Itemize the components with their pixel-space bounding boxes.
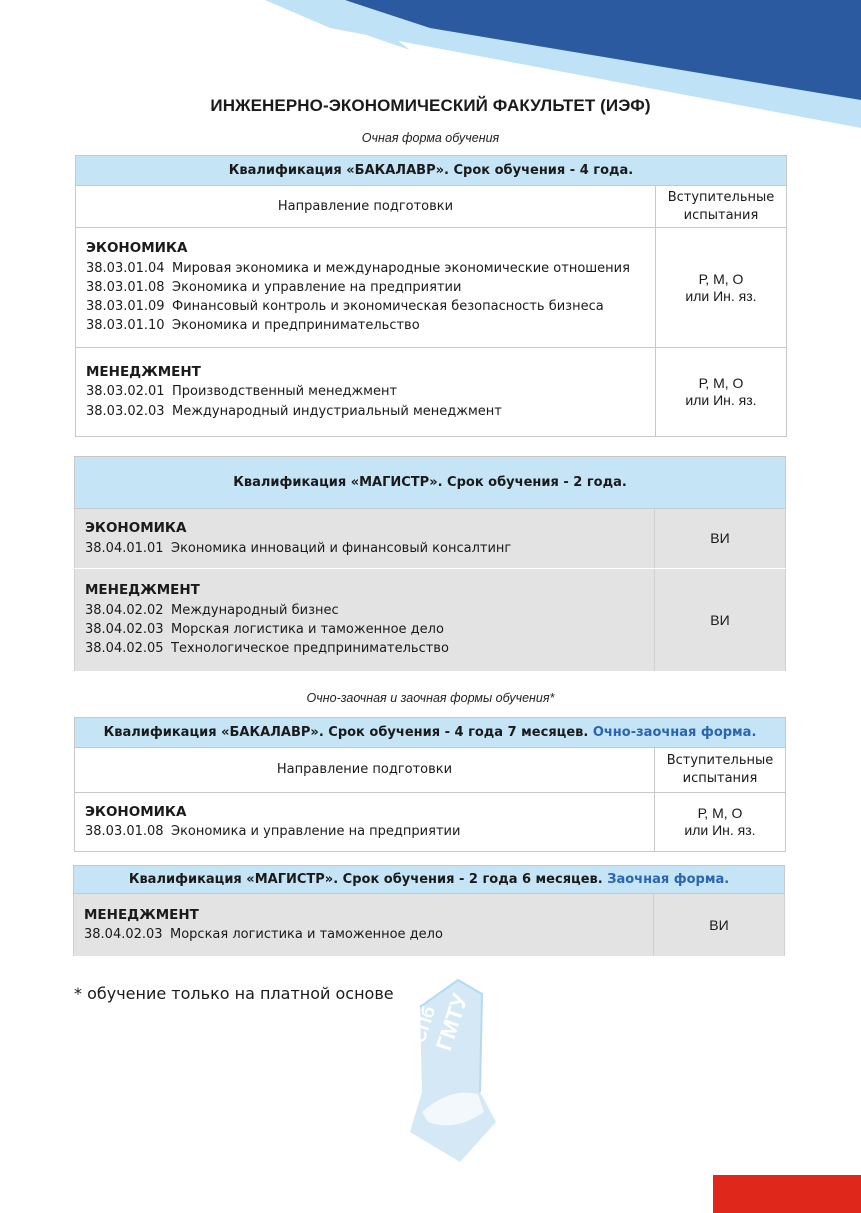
program-code: 38.03.01.08 xyxy=(86,279,165,295)
logo-text-line1: СПб xyxy=(408,1003,440,1046)
logo-text-line2: ГМТУ xyxy=(430,990,473,1054)
exams-line1: Р, М, О xyxy=(698,270,744,287)
exams-line1: Р, М, О xyxy=(698,375,744,391)
exams-cell xyxy=(656,348,787,437)
program-code: 38.03.01.04 xyxy=(86,260,165,276)
program-row xyxy=(85,620,644,639)
form-label: Очно-заочная форма. xyxy=(592,725,757,740)
program-name: Финансовый контроль и экономическая безопасность бизнеса xyxy=(172,299,604,315)
bachelor-fulltime-table xyxy=(75,155,787,437)
col-header-direction: Направление подготовки xyxy=(75,748,655,793)
program-code: 38.04.01.01 xyxy=(85,540,164,556)
group-management xyxy=(76,348,656,437)
exams-cell: ВИ xyxy=(654,894,785,957)
group-management xyxy=(74,894,654,957)
master-parttime-table xyxy=(73,865,785,957)
group-name: ЭКОНОМИКА xyxy=(85,520,187,537)
master-fulltime-table xyxy=(74,456,786,672)
program-code: 38.03.01.10 xyxy=(86,318,165,334)
col-header-direction: Направление подготовки xyxy=(76,186,656,228)
program-name: Экономика и управление на предприятии xyxy=(172,279,462,295)
part-time-label: Очно-заочная и заочная формы обучения* xyxy=(306,691,555,705)
program-code: 38.03.01.08 xyxy=(85,824,164,839)
program-name: Международный бизнес xyxy=(171,602,339,618)
header-text: Квалификация «БАКАЛАВР». Срок обучения - 4 года 7 месяцев. xyxy=(103,725,589,740)
master-parttime-header xyxy=(74,866,785,894)
program-row xyxy=(86,259,645,278)
program-row xyxy=(86,297,645,316)
program-code: 38.04.02.02 xyxy=(85,602,164,618)
program-name: Морская логистика и таможенное дело xyxy=(170,927,443,942)
exams-line2: или Ин. яз. xyxy=(685,392,757,408)
program-row xyxy=(85,539,644,558)
exams-cell: ВИ xyxy=(655,569,786,672)
group-economics xyxy=(75,793,655,852)
master-fulltime-header: Квалификация «МАГИСТР». Срок обучения - 2 года. xyxy=(75,457,786,509)
program-row xyxy=(84,925,643,944)
corner-red-block xyxy=(713,1175,861,1213)
exams-line2: или Ин. яз. xyxy=(685,287,757,304)
program-row xyxy=(86,316,645,335)
group-economics xyxy=(75,509,655,569)
program-name: Международный индустриальный менеджмент xyxy=(172,403,502,419)
group-management xyxy=(75,569,655,672)
program-row xyxy=(85,601,644,620)
group-name: МЕНЕДЖМЕНТ xyxy=(85,582,200,599)
form-label: Заочная форма. xyxy=(607,872,730,887)
bachelor-parttime-header xyxy=(75,718,786,748)
group-name: ЭКОНОМИКА xyxy=(85,803,187,820)
program-code: 38.03.02.03 xyxy=(86,403,165,419)
program-row xyxy=(86,278,645,297)
group-economics xyxy=(76,228,656,348)
col-header-exams: Вступительные испытания xyxy=(655,748,786,793)
bachelor-parttime-table xyxy=(74,717,786,852)
exams-line1: Р, М, О xyxy=(697,805,743,821)
exams-cell: ВИ xyxy=(655,509,786,569)
program-code: 38.03.02.01 xyxy=(86,384,165,400)
program-code: 38.03.01.09 xyxy=(86,299,165,315)
exams-line2: или Ин. яз. xyxy=(684,822,756,838)
program-name: Мировая экономика и международные экономические отношения xyxy=(172,260,630,276)
program-code: 38.04.02.03 xyxy=(84,927,163,942)
exams-cell xyxy=(656,228,787,348)
program-name: Морская логистика и таможенное дело xyxy=(171,622,444,637)
program-row xyxy=(85,639,644,658)
program-code: 38.04.02.03 xyxy=(85,622,164,637)
program-row xyxy=(86,382,645,401)
full-time-label: Очная форма обучения xyxy=(361,131,500,145)
program-name: Экономика и управление на предприятии xyxy=(171,824,461,839)
group-name: МЕНЕДЖМЕНТ xyxy=(84,906,199,923)
page-title: ИНЖЕНЕРНО-ЭКОНОМИЧЕСКИЙ ФАКУЛЬТЕТ (ИЭФ) xyxy=(210,96,651,115)
program-code: 38.04.02.05 xyxy=(85,641,164,657)
exams-cell xyxy=(655,793,786,852)
col-header-exams: Вступительные испытания xyxy=(656,186,787,228)
program-name: Экономика инноваций и финансовый консалтинг xyxy=(171,540,512,556)
university-logo-watermark xyxy=(400,972,500,1167)
group-name: ЭКОНОМИКА xyxy=(86,240,188,257)
bachelor-fulltime-header: Квалификация «БАКАЛАВР». Срок обучения - 4 года. xyxy=(76,156,787,186)
program-name: Производственный менеджмент xyxy=(172,384,398,400)
group-name: МЕНЕДЖМЕНТ xyxy=(86,364,201,381)
program-name: Экономика и предпринимательство xyxy=(172,318,420,334)
program-row xyxy=(86,402,645,421)
header-text: Квалификация «МАГИСТР». Срок обучения - 2 года 6 месяцев. xyxy=(128,872,603,887)
program-row xyxy=(85,822,644,841)
footnote: * обучение только на платной основе xyxy=(74,984,394,1003)
program-name: Технологическое предпринимательство xyxy=(171,641,449,657)
